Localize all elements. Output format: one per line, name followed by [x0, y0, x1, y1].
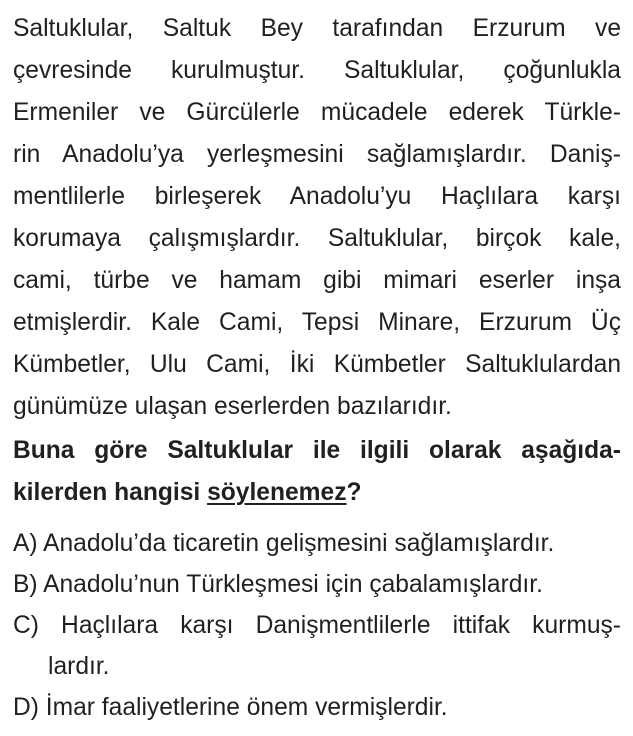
- question-line-2: [13, 472, 621, 514]
- passage-line-9: Kümbetler, Ulu Cami, İki Kümbetler Saltuklulardan: [13, 351, 621, 378]
- option-c-line-2: lardır.: [48, 653, 110, 680]
- passage: [13, 8, 621, 428]
- option-a[interactable]: A) Anadolu’da ticaretin gelişmesini sağlamışlardır.: [13, 530, 555, 557]
- passage-line-5: mentlilerle birleşerek Anadolu’yu Haçlılara karşı: [13, 183, 621, 210]
- passage-line-3: Ermeniler ve Gürcülerle mücadele ederek Türkle-: [13, 99, 621, 126]
- question-line-2-prefix: kilerden hangisi: [13, 479, 208, 506]
- question-line-1: Buna göre Saltuklular ile ilgili olarak aşağıda-: [13, 437, 621, 464]
- question-stem: [13, 430, 621, 514]
- passage-line-1: Saltuklular, Saltuk Bey tarafından Erzurum ve: [13, 15, 621, 42]
- passage-line-8: etmişlerdir. Kale Cami, Tepsi Minare, Erzurum Üç: [13, 309, 621, 336]
- option-c[interactable]: [13, 605, 621, 687]
- question-line-2-suffix: ?: [346, 479, 362, 506]
- option-d[interactable]: D) İmar faaliyetlerine önem vermişlerdir.: [13, 694, 448, 721]
- passage-line-7: cami, türbe ve hamam gibi mimari eserler inşa: [13, 267, 621, 294]
- passage-line-10: günümüze ulaşan eserlerden bazılarıdır.: [13, 393, 452, 420]
- option-c-line-1: C) Haçlılara karşı Danişmentlilerle ittifak kurmuş-: [13, 612, 621, 639]
- answer-options: [13, 523, 621, 728]
- passage-line-6: korumaya çalışmışlardır. Saltuklular, birçok kale,: [13, 225, 621, 252]
- question-emphasis-word: söylenemez: [207, 479, 347, 506]
- passage-line-4: rin Anadolu’ya yerleşmesini sağlamışlardır. Daniş-: [13, 141, 621, 168]
- option-b[interactable]: B) Anadolu’nun Türkleşmesi için çabalamışlardır.: [13, 571, 543, 598]
- passage-line-2: çevresinde kurulmuştur. Saltuklular, çoğunlukla: [13, 57, 621, 84]
